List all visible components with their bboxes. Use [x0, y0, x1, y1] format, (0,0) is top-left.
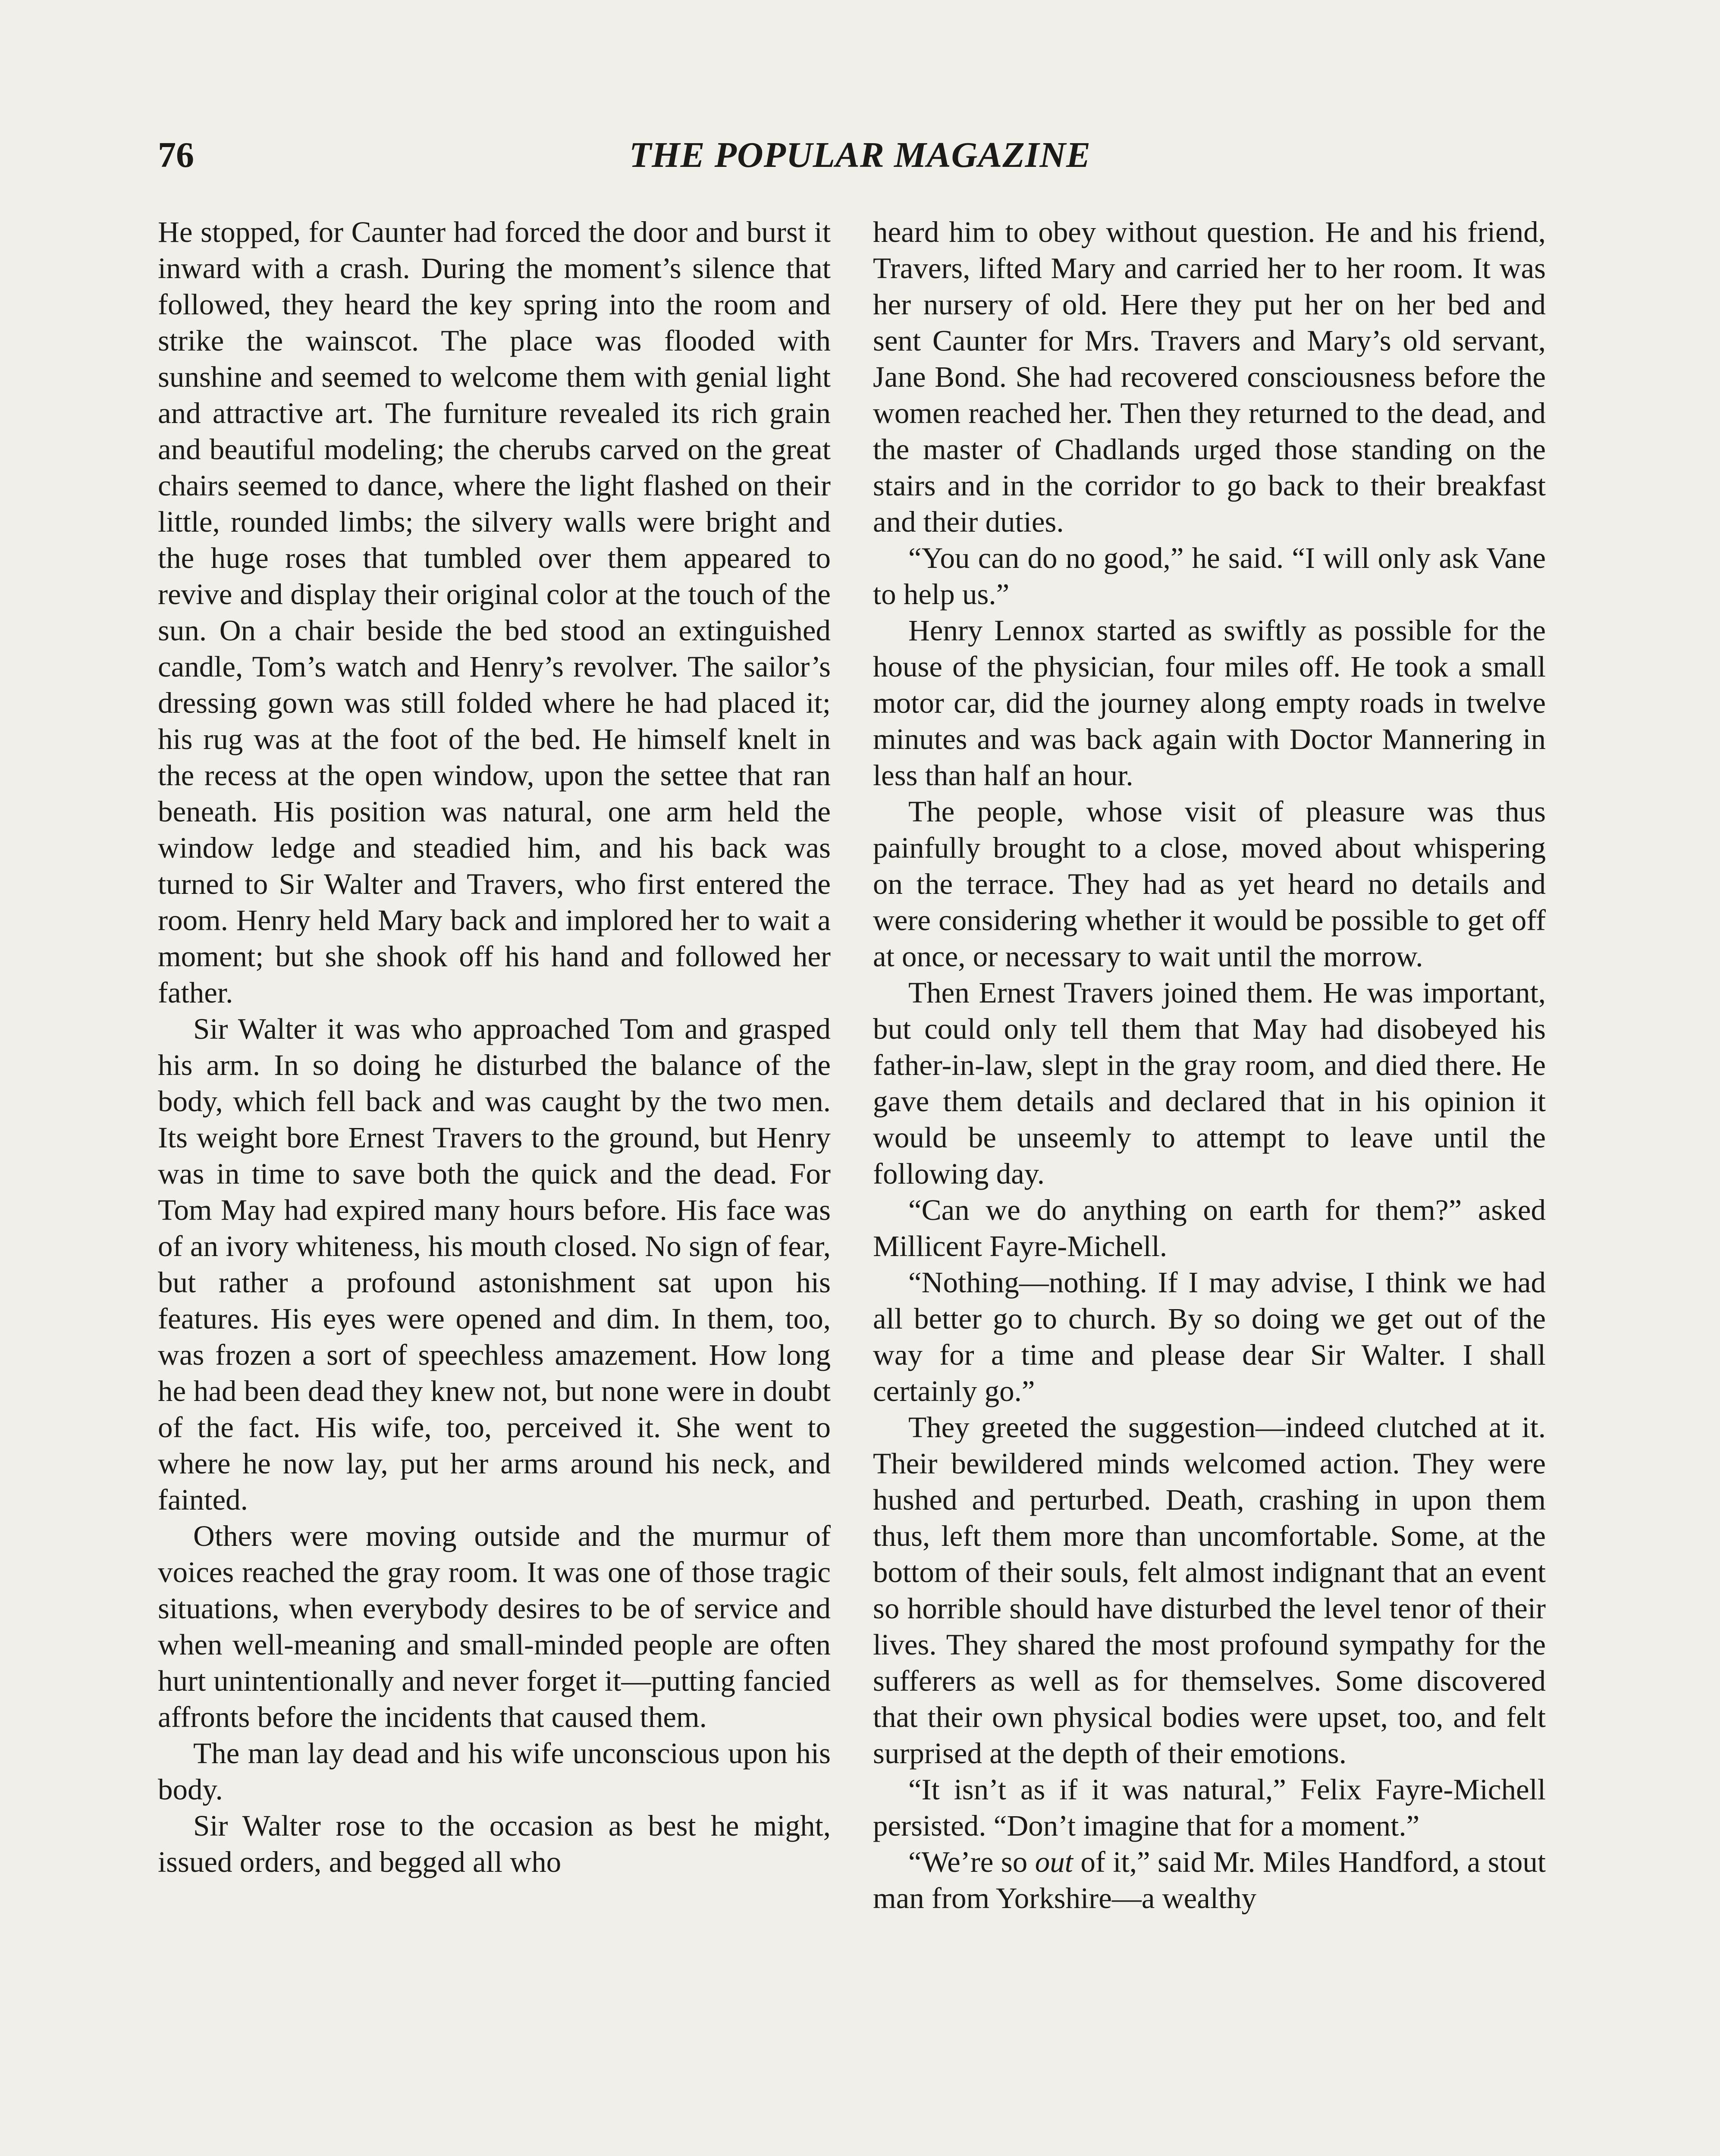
paragraph: “You can do no good,” he said. “I will only ask Vane to help us.”	[873, 542, 1546, 611]
paragraph: heard him to obey without question. He and his friend, Travers, lifted Mary and carried her to her room. It was her nursery of old. Here they put her on her bed and sent Caunter for Mrs. Travers and Mary’s old servant, Jane Bond. She had recovered consciousness before the women reached her. Then they returned to the dead, and the master of Chadlands urged those standing on the stairs and in the corridor to go back to their breakfast and their duties.	[873, 216, 1546, 538]
paragraph: Others were moving outside and the murmur of voices reached the gray room. It was one of those tragic situations, when everybody desires to be of service and when well-meaning and small-minded people are often hurt unintentionally and never forget it—putting fancied affronts before the incidents that caused them.	[158, 1520, 831, 1733]
paragraph: They greeted the suggestion—indeed clutched at it. Their bewildered minds welcomed action. They were hushed and perturbed. Death, crashing in upon them thus, left them more than uncomfortable. Some, at the bottom of their souls, felt almost indignant that an event so horrible should have disturbed the level tenor of their lives. They shared the most profound sympathy for the sufferers as well as for themselves. Some discovered that their own physical bodies were upset, too, and felt surprised at the depth of their emotions.	[873, 1411, 1546, 1770]
text-column-left	[158, 214, 831, 1880]
paragraph-final	[873, 1844, 1546, 1916]
paragraph: The man lay dead and his wife unconscious upon his body.	[158, 1737, 831, 1806]
paragraph: “It isn’t as if it was natural,” Felix Fayre-Michell persisted. “Don’t imagine that for a moment.”	[873, 1773, 1546, 1842]
paragraph: “Nothing—nothing. If I may advise, I think we had all better go to church. By so doing we get out of the way for a time and please dear Sir Walter. I shall certainly go.”	[873, 1266, 1546, 1407]
paragraph: “Can we do anything on earth for them?” asked Millicent Fayre-Michell.	[873, 1194, 1546, 1263]
page-number: 76	[158, 135, 194, 175]
text-run: of it,” said Mr. Miles Handford, a stout man from Yorkshire—a wealthy	[873, 1846, 1546, 1915]
running-head: THE POPULAR MAGAZINE	[629, 135, 1091, 175]
paragraph: Henry Lennox started as swiftly as possible for the house of the physician, four miles off. He took a small motor car, did the journey along empty roads in twelve minutes and was back again with Doctor Mannering in less than half an hour.	[873, 614, 1546, 792]
emphasis-text: out	[1035, 1846, 1073, 1878]
text-column-right	[873, 214, 1546, 1916]
paragraph: Then Ernest Travers joined them. He was important, but could only tell them that May had disobeyed his father-in-law, slept in the gray room, and died there. He gave them details and declared that in his opinion it would be unseemly to attempt to leave until the following day.	[873, 976, 1546, 1190]
text-run: “We’re so	[908, 1846, 1035, 1878]
paragraph: Sir Walter it was who approached Tom and grasped his arm. In so doing he disturbed the balance of the body, which fell back and was caught by the two men. Its weight bore Ernest Travers to the ground, but Henry was in time to save both the quick and the dead. For Tom May had expired many hours before. His face was of an ivory whiteness, his mouth closed. No sign of fear, but rather a profound astonishment sat upon his features. His eyes were opened and dim. In them, too, was frozen a sort of speechless amazement. How long he had been dead they knew not, but none were in doubt of the fact. His wife, too, perceived it. She went to where he now lay, put her arms around his neck, and fainted.	[158, 1012, 831, 1516]
paragraph: He stopped, for Caunter had forced the door and burst it inward with a crash. During the moment’s silence that followed, they heard the key spring into the room and strike the wainscot. The place was flooded with sunshine and seemed to welcome them with genial light and attractive art. The furniture revealed its rich grain and beautiful modeling; the cherubs carved on the great chairs seemed to dance, where the light flashed on their little, rounded limbs; the silvery walls were bright and the huge roses that tumbled over them appeared to revive and display their original color at the touch of the sun. On a chair beside the bed stood an extinguished candle, Tom’s watch and Henry’s revolver. The sailor’s dressing gown was still folded where he had placed it; his rug was at the foot of the bed. He himself knelt in the recess at the open window, upon the settee that ran beneath. His position was natural, one arm held the window ledge and steadied him, and his back was turned to Sir Walter and Travers, who first entered the room. Henry held Mary back and implored her to wait a moment; but she shook off his hand and followed her father.	[158, 216, 831, 1009]
paragraph: The people, whose visit of pleasure was thus painfully brought to a close, moved about whispering on the terrace. They had as yet heard no details and were considering whether it would be possible to get off at once, or necessary to wait until the morrow.	[873, 795, 1546, 973]
paragraph: Sir Walter rose to the occasion as best he might, issued orders, and begged all who	[158, 1809, 831, 1878]
